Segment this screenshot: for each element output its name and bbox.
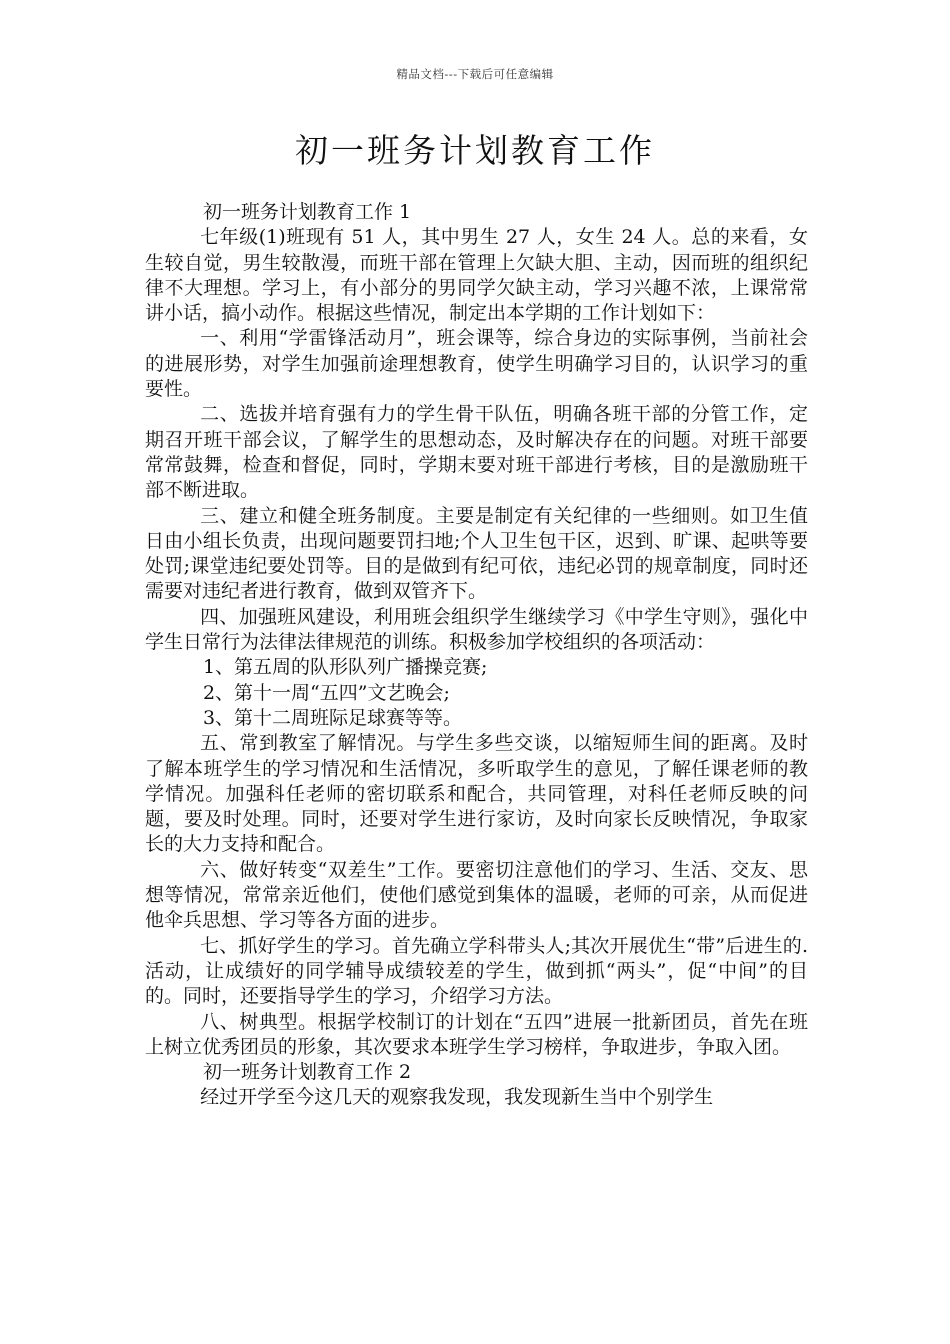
section-heading-2: 初一班务计划教育工作 2 — [202, 1061, 412, 1084]
list-item: 3、第十二周班际足球赛等等。 — [202, 706, 463, 729]
paragraph-item-2: 二、选拔并培育强有力的学生骨干队伍，明确各班干部的分管工作，定期召开班干部会议，了解学生的思想动态，及时解决存在的问题。对班干部要常常鼓舞，检查和督促，同时，学期末要对班干部进行考核，目的是激励班干部不断进取。 — [145, 403, 808, 502]
list-item: 2、第十一周“五四”文艺晚会; — [202, 681, 450, 704]
paragraph-item-5: 五、常到教室了解情况。与学生多些交谈，以缩短师生间的距离。及时了解本班学生的学习情况和生活情况，多听取学生的意见，了解任课老师的教学情况。加强科任老师的密切联系和配合，共同管理，对科任老师反映的问题，要及时处理。同时，还要对学生进行家访，及时向家长反映情况，争取家长的大力支持和配合。 — [145, 732, 808, 856]
paragraph-intro: 七年级(1)班现有 51 人，其中男生 27 人，女生 24 人。总的来看，女生较自觉，男生较散漫，而班干部在管理上欠缺大胆、主动，因而班的组织纪律不大理想。学习上，有小部分的男同学欠缺主动，学习兴趣不浓，上课常常讲小话，搞小动作。根据这些情况，制定出本学期的工作计划如下： — [145, 226, 808, 325]
paragraph-item-3: 三、建立和健全班务制度。主要是制定有关纪律的一些细则。如卫生值日由小组长负责，出现问题要罚扫地;个人卫生包干区，迟到、旷课、起哄等要处罚;课堂违纪要处罚等。目的是做到有纪可依，违纪必罚的规章制度，同时还需要对违纪者进行教育，做到双管齐下。 — [145, 504, 808, 603]
paragraph-item-8: 八、树典型。根据学校制订的计划在“五四”进展一批新团员，首先在班上树立优秀团员的形象，其次要求本班学生学习榜样，争取进步，争取入团。 — [145, 1010, 808, 1058]
paragraph-item-1: 一、利用“学雷锋活动月”，班会课等，综合身边的实际事例，当前社会的进展形势，对学生加强前途理想教育，使学生明确学习目的，认识学习的重要性。 — [145, 327, 808, 401]
page-title: 初一班务计划教育工作 — [295, 131, 655, 170]
paragraph-item-6: 六、做好转变“双差生”工作。要密切注意他们的学习、生活、交友、思想等情况，常常亲近他们，使他们感觉到集体的温暖，老师的可亲，从而促进他伞兵思想、学习等各方面的进步。 — [145, 858, 808, 932]
section-heading-1: 初一班务计划教育工作 1 — [202, 201, 412, 223]
paragraph-item-7: 七、抓好学生的学习。首先确立学科带头人;其次开展优生“带”后进生的.活动，让成绩好的同学辅导成绩较差的学生，做到抓“两头”，促“中间”的目的。同时，还要指导学生的学习，介绍学习方法。 — [145, 934, 808, 1008]
list-item: 1、第五周的队形队列广播操竞赛; — [202, 656, 488, 679]
document-body — [145, 200, 808, 1111]
paragraph-section-2-intro: 经过开学至今这几天的观察我发现，我发现新生当中个别学生 — [200, 1086, 714, 1109]
page-header: 精品文档---下载后可任意编辑 — [396, 67, 554, 81]
paragraph-item-4: 四、加强班风建设，利用班会组织学生继续学习《中学生守则》，强化中学生日常行为法律法律规范的训练。积极参加学校组织的各项活动： — [145, 605, 808, 654]
